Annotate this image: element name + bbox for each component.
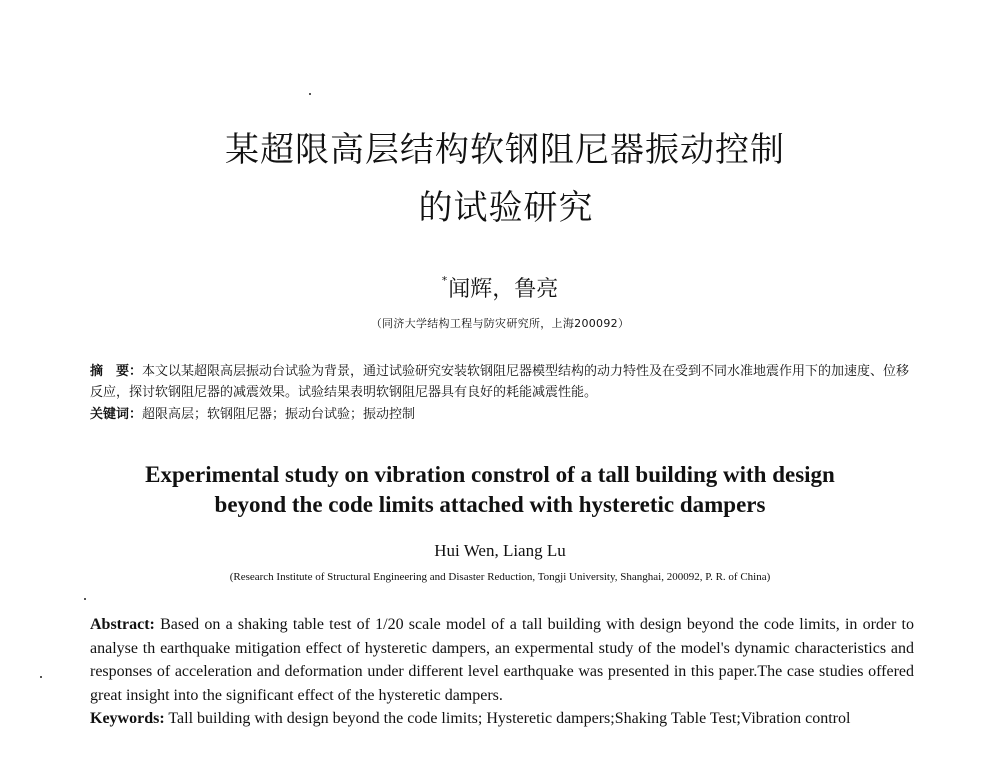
english-abstract-label: Abstract: <box>90 616 155 633</box>
scan-speck <box>309 93 311 95</box>
chinese-abstract-label: 摘 要： <box>90 364 143 379</box>
english-title <box>90 460 890 520</box>
english-keywords-label: Keywords: <box>90 710 165 727</box>
english-keywords-text: Tall building with design beyond the code limits; Hysteretic dampers;Shaking Table Test;Vibration control <box>164 710 851 727</box>
scan-speck <box>40 676 42 678</box>
english-title-line-2: beyond the code limits attached with hysteretic dampers <box>214 492 766 517</box>
chinese-abstract <box>90 361 920 403</box>
chinese-keywords-label: 关键词： <box>90 407 143 422</box>
english-abstract <box>90 613 914 707</box>
chinese-author-names: 闻辉，鲁亮 <box>448 277 559 302</box>
chinese-affiliation: （同济大学结构工程与防灾研究所，上海200092） <box>370 317 630 330</box>
corresponding-author-mark: * <box>441 274 448 287</box>
chinese-keywords-text: 超限高层；软钢阻尼器；振动台试验；振动控制 <box>142 407 416 422</box>
chinese-title-line-1: 某超限高层结构软钢阻尼器振动控制 <box>225 130 785 170</box>
english-affiliation: (Research Institute of Structural Engineering and Disaster Reduction, Tongji University, Shanghai, 200092, P. R. of China) <box>229 571 771 583</box>
english-abstract-text: Based on a shaking table test of 1/20 scale model of a tall building with design beyond the code limits, in order to analyse th earthquake mitigation effect of hysteretic dampers, an expermental study of the model's dynamic characteristics and responses of acceleration and deformation under different level earthquake was presented in this paper.The case studies offered great insight into the significant effect of the hysteretic dampers. <box>90 616 914 704</box>
scan-speck <box>84 598 86 600</box>
chinese-keywords <box>90 404 920 425</box>
chinese-abstract-text: 本文以某超限高层振动台试验为背景，通过试验研究安装软钢阻尼器模型结构的动力特性及在受到不同水准地震作用下的加速度、位移反应，探讨软钢阻尼器的减震效果。试验结果表明软钢阻尼器具有良好的耗能减震性能。 <box>90 364 910 400</box>
english-title-line-1: Experimental study on vibration constrol of a tall building with design <box>145 462 835 487</box>
english-keywords <box>90 707 914 731</box>
chinese-authors <box>0 266 1000 305</box>
chinese-title-line-2: 的试验研究 <box>418 188 594 228</box>
english-authors: Hui Wen, Liang Lu <box>434 541 566 560</box>
